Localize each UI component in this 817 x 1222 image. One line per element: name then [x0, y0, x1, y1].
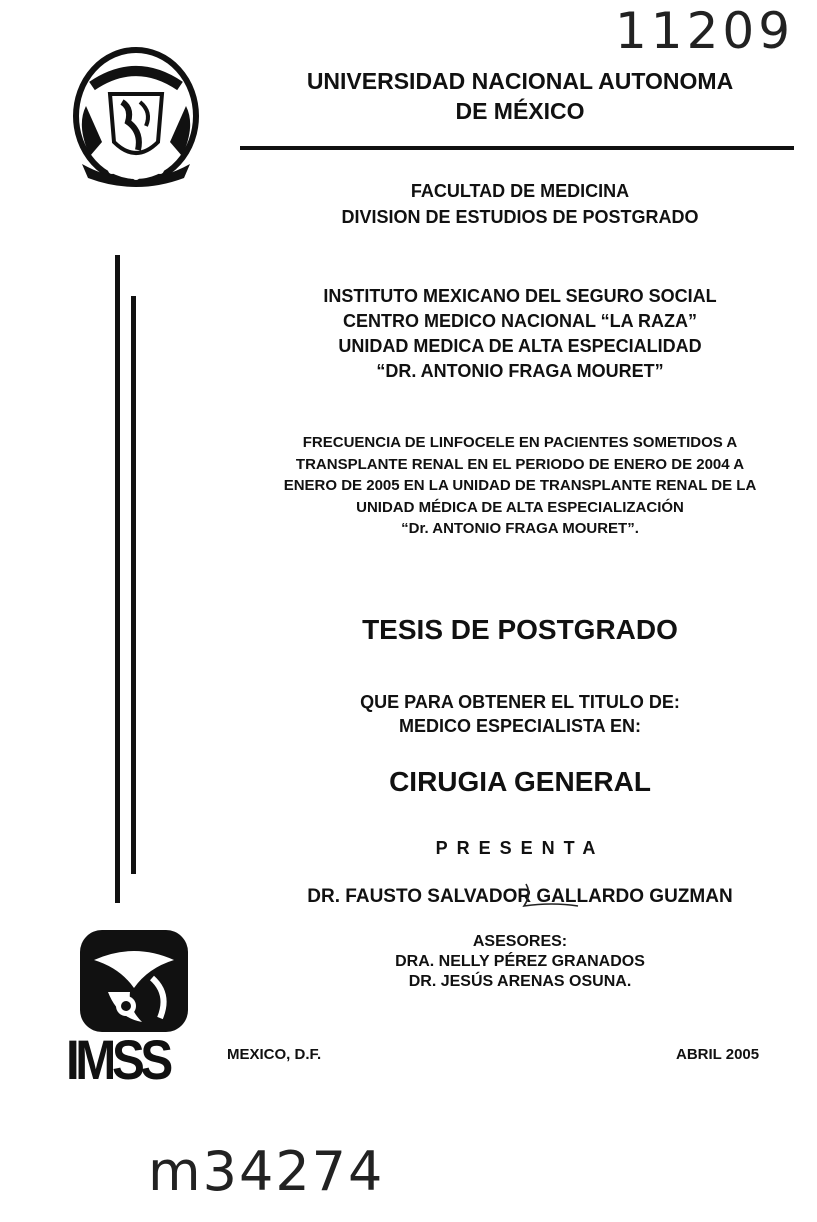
institution-block [190, 284, 817, 384]
vertical-bar-outer [115, 255, 120, 903]
faculty-line-1: FACULTAD DE MEDICINA [410, 181, 630, 201]
institution-line-2: CENTRO MEDICO NACIONAL “LA RAZA” [343, 311, 697, 331]
advisor-name: DRA. NELLY PÉREZ GRANADOS [395, 953, 645, 970]
header-rule [240, 146, 794, 150]
unam-seal-logo [72, 46, 200, 188]
thesis-title [200, 432, 817, 540]
university-name [190, 66, 817, 126]
institution-line-1: INSTITUTO MEXICANO DEL SEGURO SOCIAL [323, 286, 717, 306]
advisors-heading: ASESORES: [472, 933, 568, 950]
university-line-2: DE MÉXICO [455, 98, 585, 124]
thesis-title-line-2: TRANSPLANTE RENAL EN EL PERIODO DE ENERO DE 2004 A [295, 455, 745, 473]
place: MEXICO, D.F. [227, 1046, 322, 1063]
advisors-block [190, 932, 817, 992]
author-name: DR. FAUSTO SALVADOR GALLARDO GUZMAN [307, 886, 733, 907]
imss-logo-text: IMSS [66, 1028, 169, 1091]
pen-mark [512, 880, 582, 910]
vertical-bar-inner [131, 296, 136, 874]
degree-obtain-line-1: QUE PARA OBTENER EL TITULO DE: [360, 692, 680, 712]
handwritten-number: 11209 [615, 2, 795, 60]
institution-line-4: “DR. ANTONIO FRAGA MOURET” [376, 361, 664, 381]
institution-line-3: UNIDAD MEDICA DE ALTA ESPECIALIDAD [338, 336, 702, 356]
handwritten-code: m34274 [148, 1140, 385, 1203]
thesis-title-line-1: FRECUENCIA DE LINFOCELE EN PACIENTES SOMETIDOS A [302, 434, 738, 451]
presenta-label: PRESENTA [435, 838, 605, 858]
thesis-title-line-5: “Dr. ANTONIO FRAGA MOURET”. [401, 520, 639, 537]
degree-obtain [190, 690, 817, 738]
thesis-title-line-3: ENERO DE 2005 EN LA UNIDAD DE TRANSPLANTE RENAL DE LA [283, 477, 757, 494]
faculty-line-2: DIVISION DE ESTUDIOS DE POSTGRADO [341, 207, 699, 227]
specialty: CIRUGIA GENERAL [389, 766, 651, 797]
advisor-name: DR. JESÚS ARENAS OSUNA. [408, 973, 632, 990]
faculty-block [190, 178, 817, 230]
date: ABRIL 2005 [676, 1046, 760, 1063]
degree-heading: TESIS DE POSTGRADO [362, 614, 678, 645]
thesis-title-line-4: UNIDAD MÉDICA DE ALTA ESPECIALIZACIÓN [356, 498, 684, 516]
imss-eagle-logo [78, 928, 190, 1034]
university-line-1: UNIVERSIDAD NACIONAL AUTONOMA [306, 68, 734, 94]
degree-obtain-line-2: MEDICO ESPECIALISTA EN: [398, 716, 641, 736]
